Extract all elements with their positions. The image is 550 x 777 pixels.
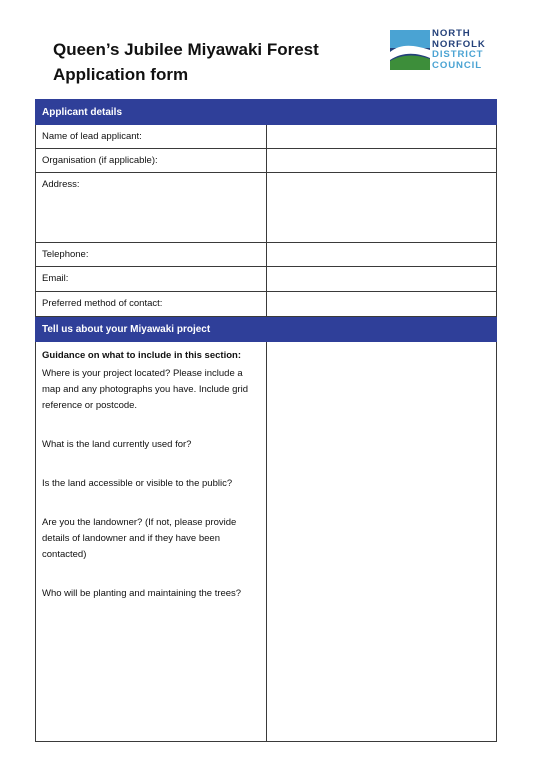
form-row-project [36,342,497,742]
form-row-email [36,267,497,292]
logo-wordmark [432,29,486,71]
guidance-question-planting: Who will be planting and maintaining the trees? [42,588,242,599]
applicant-section-header [36,100,497,125]
form-row-telephone [36,243,497,267]
input-contact-method[interactable] [266,292,497,317]
page-title [53,37,353,87]
input-email[interactable] [266,267,497,292]
title-line-1: Queen’s Jubilee Miyawaki Forest [53,40,319,59]
label-contact-method: Preferred method of contact: [36,292,267,317]
logo-emblem-icon [390,30,430,70]
form-row-name [36,125,497,149]
logo-word-north: NORTH [432,28,471,39]
input-address[interactable] [266,173,497,243]
label-organisation: Organisation (if applicable): [36,149,267,173]
council-logo [390,29,500,71]
form-row-organisation [36,149,497,173]
form-row-address [36,173,497,243]
guidance-heading: Guidance on what to include in this section: [42,350,241,361]
label-lead-applicant: Name of lead applicant: [36,125,267,149]
label-email: Email: [36,267,267,292]
input-organisation[interactable] [266,149,497,173]
input-telephone[interactable] [266,243,497,267]
application-form-table [35,99,497,742]
input-project-details[interactable] [266,342,497,742]
project-section-header [36,317,497,342]
logo-word-district: DISTRICT [432,49,484,60]
logo-word-norfolk: NORFOLK [432,38,486,50]
guidance-question-land-use: What is the land currently used for? [42,439,192,450]
label-telephone: Telephone: [36,243,267,267]
label-address: Address: [36,173,267,243]
guidance-question-landowner: Are you the landowner? (If not, please provide details of landowner and if they have been contacted) [42,517,237,560]
guidance-cell [36,342,267,742]
project-section-heading: Tell us about your Miyawaki project [36,317,497,342]
logo-word-council: COUNCIL [432,59,483,71]
guidance-question-location: Where is your project located? Please include a map and any photographs you have. Include grid reference or postcode. [42,368,248,411]
form-row-contact-method [36,292,497,317]
input-lead-applicant[interactable] [266,125,497,149]
applicant-section-heading: Applicant details [36,100,497,125]
guidance-question-access: Is the land accessible or visible to the public? [42,478,233,489]
title-line-2: Application form [53,65,189,84]
